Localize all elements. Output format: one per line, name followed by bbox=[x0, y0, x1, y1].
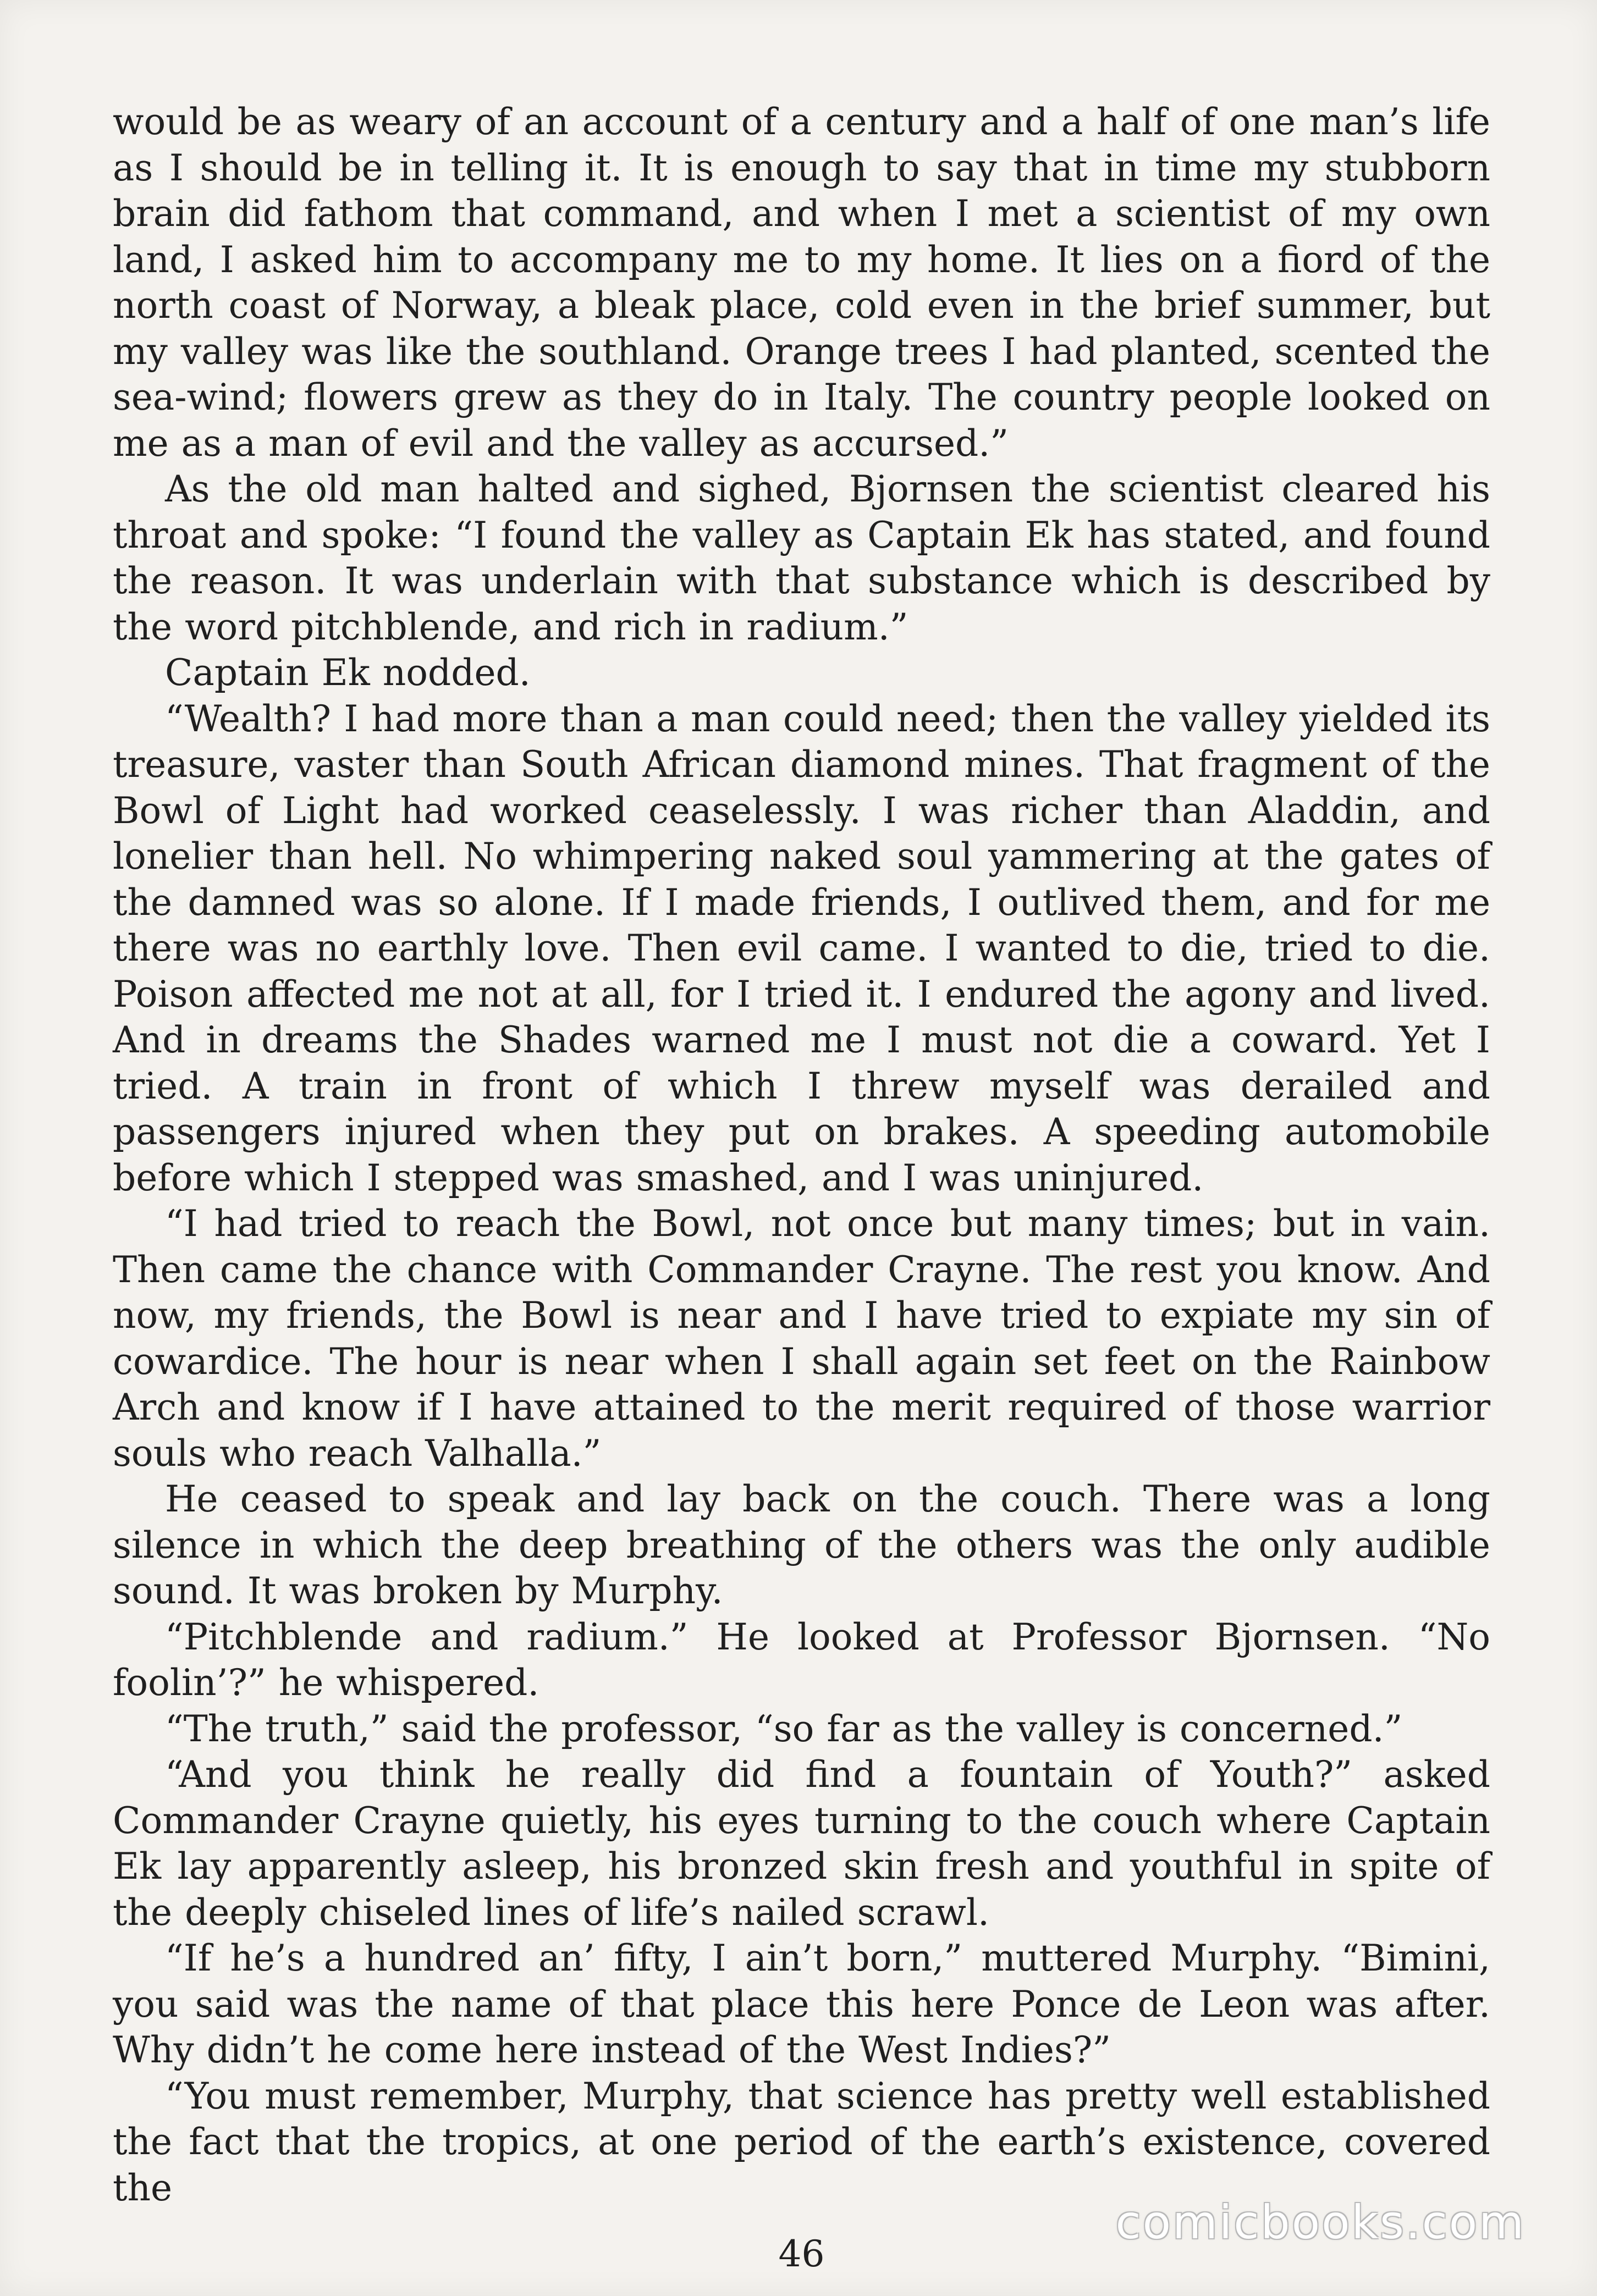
paragraph: “I had tried to reach the Bowl, not once but many times; but in vain. Then came the chance with Commander Crayne. The rest you know. And now, my friends, the Bowl is near and I have tried to expiate my sin of cowardice. The hour is near when I shall again set feet on the Rainbow Arch and know if I have attained to the merit required of those warrior souls who reach Valhalla.” bbox=[113, 1202, 1490, 1475]
paragraph: would be as weary of an account of a century and a half of one man’s life as I should be in telling it. It is enough to say that in time my stubborn brain did fathom that command, and when I met a scientist of my own land, I asked him to accompany me to my home. It lies on a fiord of the north coast of Norway, a bleak place, cold even in the brief summer, but my valley was like the southland. Orange trees I had planted, scented the sea-wind; flowers grew as they do in Italy. The country people looked on me as a man of evil and the valley as accursed.” bbox=[113, 101, 1490, 465]
paragraph: Captain Ek nodded. bbox=[165, 652, 531, 694]
paragraph: “And you think he really did find a fountain of Youth?” asked Commander Crayne quietly, his eyes turning to the couch where Captain Ek lay apparently asleep, his bronzed skin fresh and youthful in spite of the deeply chiseled lines of life’s nailed scrawl. bbox=[113, 1753, 1490, 1934]
paragraph: “You must remember, Murphy, that science has pretty well established the fact that the tropics, at one period of the earth’s existence, covered the bbox=[113, 2074, 1490, 2209]
body-text bbox=[113, 99, 1490, 2211]
watermark: comicbooks.com bbox=[1115, 2195, 1526, 2249]
paragraph: “Wealth? I had more than a man could need; then the valley yielded its treasure, vaster than South African diamond mines. That fragment of the Bowl of Light had worked ceaselessly. I was richer than Aladdin, and lonelier than hell. No whimpering naked soul yammering at the gates of the damned was so alone. If I made friends, I outlived them, and for me there was no earthly love. Then evil came. I wanted to die, tried to die. Poison affected me not at all, for I tried it. I endured the agony and lived. And in dreams the Shades warned me I must not die a coward. Yet I tried. A train in front of which I threw myself was derailed and passengers injured when they put on brakes. A speeding automobile before which I stepped was smashed, and I was uninjured. bbox=[113, 697, 1490, 1199]
paragraph: “If he’s a hundred an’ fifty, I ain’t born,” muttered Murphy. “Bimini, you said was the name of that place this here Ponce de Leon was after. Why didn’t he come here instead of the West Indies?” bbox=[113, 1937, 1490, 2071]
paragraph: “Pitchblende and radium.” He looked at Professor Bjornsen. “No foolin’?” he whispered. bbox=[113, 1615, 1490, 1704]
paragraph: “The truth,” said the professor, “so far as the valley is concerned.” bbox=[165, 1707, 1403, 1750]
paragraph: He ceased to speak and lay back on the couch. There was a long silence in which the deep breathing of the others was the only audible sound. It was broken by Murphy. bbox=[113, 1478, 1490, 1612]
page-number: 46 bbox=[778, 2233, 825, 2275]
paragraph: As the old man halted and sighed, Bjornsen the scientist cleared his throat and spoke: “I found the valley as Captain Ek has stated, and found the reason. It was underlain with that substance which is described by the word pitchblende, and rich in radium.” bbox=[113, 468, 1490, 648]
